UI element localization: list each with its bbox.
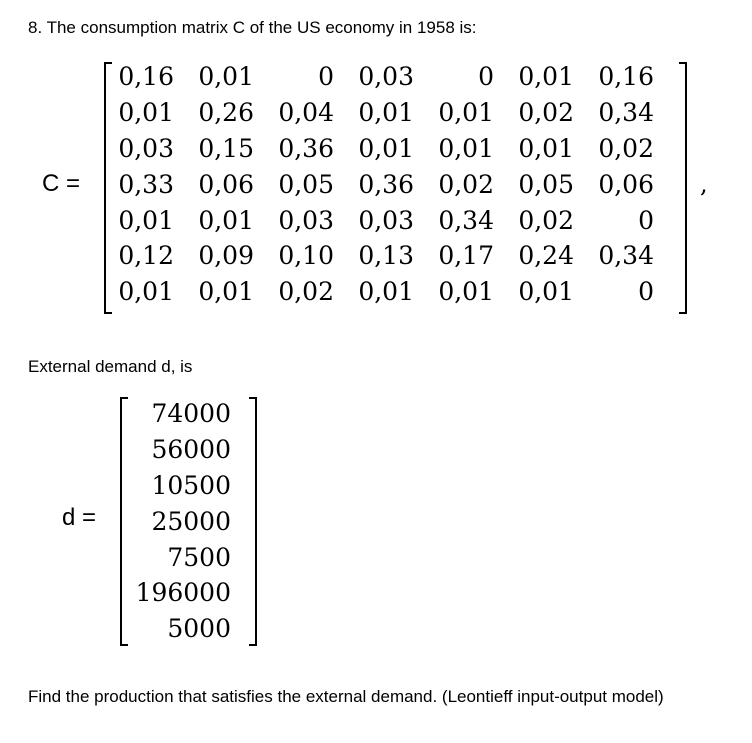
- matrix-c-cell: 0,01: [118, 277, 174, 307]
- matrix-c-cell: 0,12: [118, 241, 174, 271]
- external-demand-label: External demand d, is: [28, 357, 193, 376]
- matrix-c-cell: 0: [478, 62, 494, 92]
- matrix-c-cell: 0,01: [438, 133, 494, 163]
- matrix-c-cell: 0,03: [358, 205, 414, 235]
- matrix-c-row: [116, 95, 654, 131]
- matrix-c-label: C =: [42, 170, 81, 197]
- matrix-c-cell: 0,06: [198, 169, 254, 199]
- matrix-c-cell: 0,06: [598, 169, 654, 199]
- matrix-c-cell: 0,02: [518, 98, 574, 128]
- vector-d-label: d =: [62, 504, 97, 531]
- matrix-c-row: [116, 131, 654, 167]
- matrix-c-cell: 0: [638, 205, 654, 235]
- matrix-c-cell: 0,34: [598, 241, 654, 271]
- problem-title: 8. The consumption matrix C of the US economy in 1958 is:: [28, 18, 477, 37]
- vector-d-cell: 56000: [151, 435, 231, 465]
- matrix-c-cell: 0,36: [278, 133, 334, 163]
- matrix-c-cell: 0,04: [278, 98, 334, 128]
- vector-d-row: [130, 503, 231, 539]
- vector-d-row: [130, 575, 231, 611]
- vector-d-row: [130, 432, 231, 468]
- matrix-c-cell: 0,03: [278, 205, 334, 235]
- matrix-c-cell: 0,16: [598, 62, 654, 92]
- matrix-c-cell: 0,01: [118, 205, 174, 235]
- matrix-c-trailing-comma: ,: [700, 170, 708, 198]
- vector-d-row: [130, 611, 231, 647]
- vector-d-cell: 10500: [151, 470, 231, 500]
- matrix-c-cell: 0,01: [518, 133, 574, 163]
- matrix-c-cell: 0,10: [278, 241, 334, 271]
- vector-d-right-bracket: [249, 397, 257, 646]
- matrix-c-row: [116, 238, 654, 274]
- matrix-c-row: [116, 59, 654, 95]
- matrix-c-cell: 0,26: [198, 98, 254, 128]
- matrix-c-cell: 0,01: [198, 277, 254, 307]
- matrix-c-cell: 0,01: [518, 62, 574, 92]
- matrix-c-cell: 0,01: [118, 98, 174, 128]
- matrix-c-cell: 0,03: [358, 62, 414, 92]
- matrix-c-cell: 0,24: [518, 241, 574, 271]
- matrix-c-cell: 0,01: [438, 98, 494, 128]
- matrix-c-cell: 0,02: [598, 133, 654, 163]
- vector-d-left-bracket: [120, 397, 128, 646]
- vector-d-cell: 5000: [167, 614, 231, 644]
- vector-d-cell: 7500: [167, 542, 231, 572]
- matrix-c: [116, 59, 654, 310]
- matrix-c-cell: 0,09: [198, 241, 254, 271]
- matrix-c-cell: 0,02: [278, 277, 334, 307]
- matrix-c-cell: 0,01: [358, 133, 414, 163]
- matrix-c-cell: 0,03: [118, 133, 174, 163]
- matrix-c-cell: 0,01: [438, 277, 494, 307]
- vector-d-row: [130, 468, 231, 504]
- matrix-c-cell: 0,36: [358, 169, 414, 199]
- matrix-c-cell: 0,01: [518, 277, 574, 307]
- matrix-c-cell: 0,34: [598, 98, 654, 128]
- matrix-c-row: [116, 274, 654, 310]
- matrix-c-right-bracket: [679, 62, 687, 314]
- matrix-c-cell: 0,02: [438, 169, 494, 199]
- vector-d-row: [130, 396, 231, 432]
- matrix-c-row: [116, 202, 654, 238]
- matrix-c-cell: 0,05: [278, 169, 334, 199]
- matrix-c-cell: 0: [318, 62, 334, 92]
- matrix-c-cell: 0,02: [518, 205, 574, 235]
- matrix-c-cell: 0,01: [358, 277, 414, 307]
- matrix-c-cell: 0,15: [198, 133, 254, 163]
- matrix-c-left-bracket: [104, 62, 112, 314]
- matrix-c-cell: 0,01: [358, 98, 414, 128]
- matrix-c-row: [116, 166, 654, 202]
- matrix-c-cell: 0,16: [118, 62, 174, 92]
- matrix-c-cell: 0,05: [518, 169, 574, 199]
- vector-d-row: [130, 539, 231, 575]
- matrix-c-cell: 0,17: [438, 241, 494, 271]
- matrix-c-cell: 0,01: [198, 205, 254, 235]
- matrix-c-cell: 0,01: [198, 62, 254, 92]
- matrix-c-cell: 0,13: [358, 241, 414, 271]
- matrix-c-cell: 0,34: [438, 205, 494, 235]
- vector-d-cell: 196000: [135, 578, 231, 608]
- vector-d-cell: 74000: [151, 399, 231, 429]
- vector-d-cell: 25000: [151, 506, 231, 536]
- vector-d: [130, 396, 231, 647]
- matrix-c-cell: 0,33: [118, 169, 174, 199]
- question-text: Find the production that satisfies the external demand. (Leontieff input-output model): [28, 687, 664, 706]
- matrix-c-cell: 0: [638, 277, 654, 307]
